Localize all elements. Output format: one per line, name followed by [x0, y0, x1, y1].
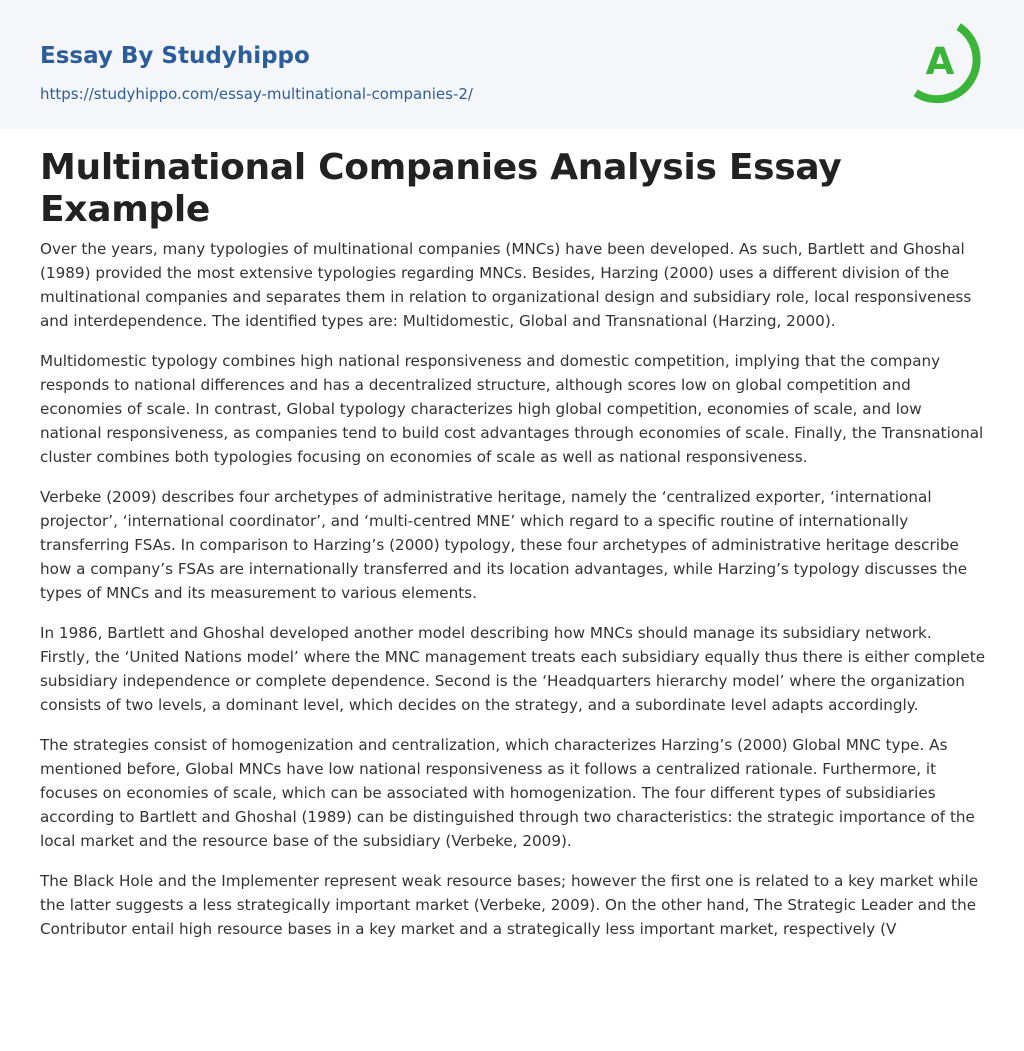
studyhippo-logo[interactable]	[913, 20, 985, 104]
article	[0, 147, 1024, 941]
paragraph: Over the years, many typologies of multinational companies (MNCs) have been developed. As such, Bartlett and Ghoshal (1989) provided the most extensive typologies regarding MNCs. Besides, Harzing (2000) uses a different division of the multinational companies and separates them in relation to organizational design and subsidiary role, local responsiveness and interdependence. The identified types are: Multidomestic, Global and Transnational (Harzing, 2000).	[40, 240, 972, 330]
paragraph: The strategies consist of homogenization and centralization, which characterizes Harzing’s (2000) Global MNC type. As mentioned before, Global MNCs have low national responsiveness as it follows a centralized rationale. Furthermore, it focuses on economies of scale, which can be associated with homogenization. The four different types of subsidiaries according to Bartlett and Ghoshal (1989) can be distinguished through two characteristics: the strategic importance of the local market and the resource base of the subsidiary (Verbeke, 2009).	[40, 736, 975, 850]
paragraph: Verbeke (2009) describes four archetypes of administrative heritage, namely the ‘centralized exporter, ‘international projector’, ‘international coordinator’, and ‘multi-centred MNE’ which regard to a specific routine of internationally transferring FSAs. In comparison to Harzing’s (2000) typology, these four archetypes of administrative heritage describe how a company’s FSAs are internationally transferred and its location advantages, while Harzing’s typology discusses the types of MNCs and its measurement to various elements.	[40, 488, 968, 602]
page-title: Multinational Companies Analysis Essay Example	[40, 147, 842, 230]
paragraph: Multidomestic typology combines high national responsiveness and domestic competition, implying that the company responds to national differences and has a decentralized structure, although scores low on global competition and economies of scale. In contrast, Global typology characterizes high global competition, economies of scale, and low national responsiveness, as companies tend to build cost advantages through economies of scale. Finally, the Transnational cluster combines both typologies focusing on economies of scale as well as national responsiveness.	[40, 352, 984, 466]
source-url-link[interactable]: https://studyhippo.com/essay-multinational-companies-2/	[40, 85, 473, 103]
site-header	[0, 0, 1024, 129]
paragraph: The Black Hole and the Implementer represent weak resource bases; however the first one is related to a key market while the latter suggests a less strategically important market (Verbeke, 2009). On the other hand, The Strategic Leader and the Contributor entail high resource bases in a key market and a strategically less important market, respectively (V	[40, 872, 979, 938]
logo-icon	[913, 20, 985, 104]
site-title[interactable]: Essay By Studyhippo	[40, 43, 310, 69]
logo-letter: A	[925, 40, 955, 83]
paragraph: In 1986, Bartlett and Ghoshal developed another model describing how MNCs should manage its subsidiary network. Firstly, the ‘United Nations model’ where the MNC management treats each subsidiary equally thus there is either complete subsidiary independence or complete dependence. Second is the ‘Headquarters hierarchy model’ where the organization consists of two levels, a dominant level, which decides on the strategy, and a subordinate level adapts accordingly.	[40, 624, 986, 714]
